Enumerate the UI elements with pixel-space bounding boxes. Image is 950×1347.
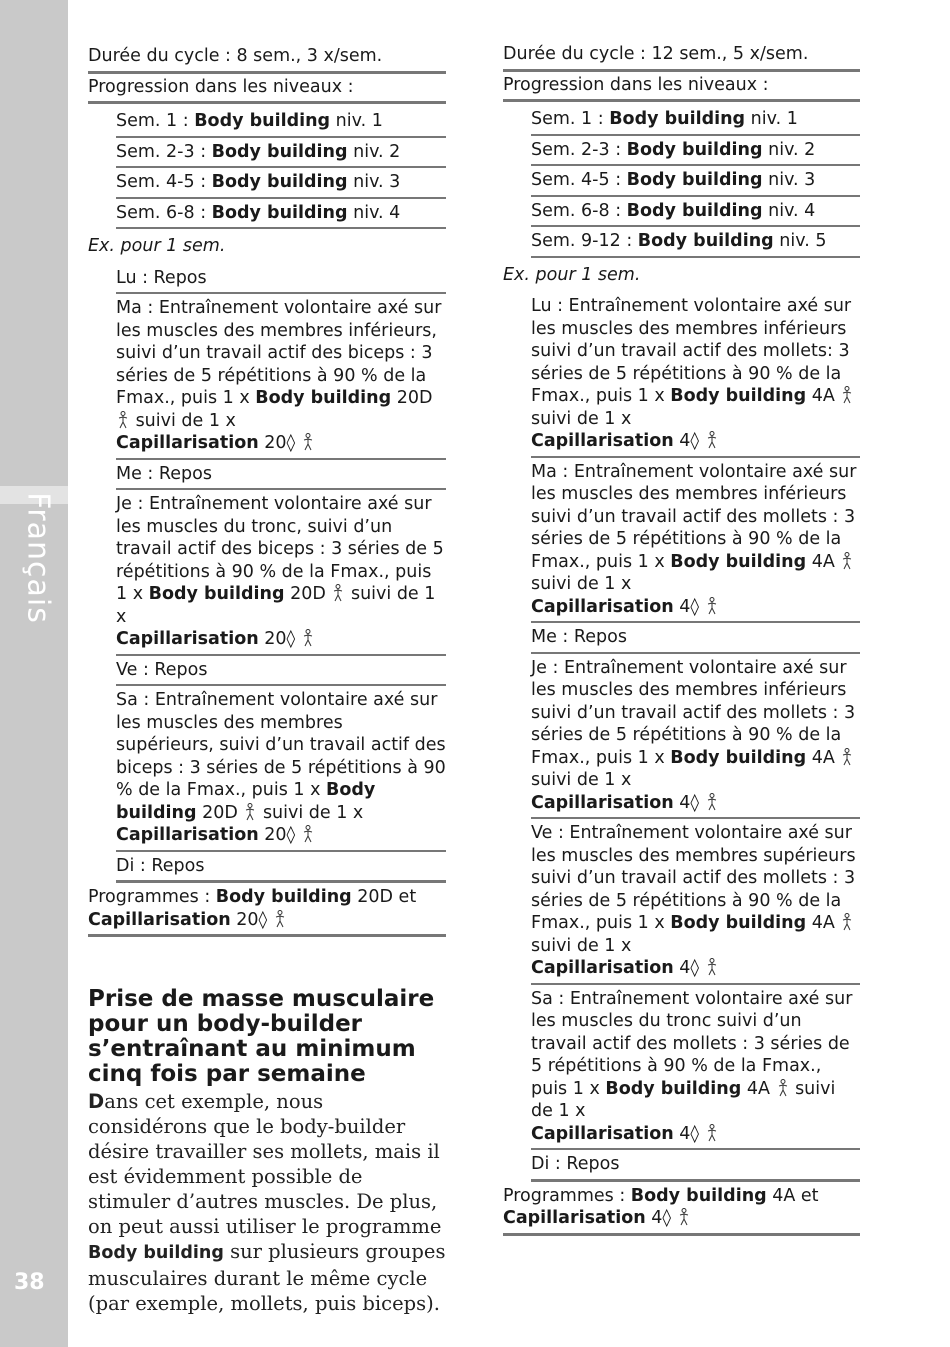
body-figure-icon [273,910,287,928]
body-figure-icon [705,1124,719,1142]
level-progression: Progression dans les niveaux : [503,72,860,103]
body-figure-icon [705,431,719,449]
week-example: Ex. pour 1 sem. [88,236,226,256]
left-column [88,42,446,1316]
body-figure-icon [331,584,345,602]
day-thursday: Je : Entraînement volontaire axé sur les muscles des membres inférieurs suivi d’un travail actif des mollets : 3 séries de 5 répétitions à 90 % de la Fmax., puis 1 x Body building 4A suivi de 1 x Capillarisation 4◊ [531,654,860,820]
level-row: Sem. 6-8 : Body building niv. 4 [531,197,860,228]
programmes: Programmes : Body building 4A et Capillarisation 4◊ [503,1182,860,1236]
body-figure-icon [677,1208,691,1226]
day-wednesday: Me : Repos [531,623,860,654]
sidebar [0,0,68,1347]
day-friday: Ve : Repos [116,656,446,687]
day-tuesday: Ma : Entraînement volontaire axé sur les muscles des membres inférieurs suivi d’un travail actif des mollets : 3 séries de 5 répétitions à 90 % de la Fmax., puis 1 x Body building 4A suivi de 1 x Capillarisation 4◊ [531,458,860,624]
drop-cap: D [88,1090,105,1113]
day-saturday: Sa : Entraînement volontaire axé sur les muscles du tronc suivi d’un travail actif des mollets : 3 séries de 5 répétitions à 90 % de la Fmax., puis 1 x Body building 4A suivi de 1 x Capillarisation 4◊ [531,985,860,1151]
level-row: Sem. 2-3 : Body building niv. 2 [116,138,446,169]
body-figure-icon [116,411,130,429]
level-row: Sem. 4-5 : Body building niv. 3 [531,166,860,197]
level-row: Sem. 4-5 : Body building niv. 3 [116,168,446,199]
body-figure-icon [301,629,315,647]
body-figure-icon [301,433,315,451]
cycle-duration: Durée du cycle : 8 sem., 3 x/sem. [88,42,446,74]
body-figure-icon [776,1079,790,1097]
level-row: Sem. 6-8 : Body building niv. 4 [116,199,446,230]
body-figure-icon [840,386,854,404]
level-row: Sem. 1 : Body building niv. 1 [531,102,860,136]
body-figure-icon [705,793,719,811]
body-figure-icon [301,825,315,843]
day-sunday: Di : Repos [531,1150,860,1182]
article-heading: Prise de masse musculaire pour un body-builder s’entraînant au minimum cinq fois par semaine [88,986,435,1087]
page-number: 38 [14,1270,45,1295]
body-figure-icon [840,552,854,570]
cycle-duration: Durée du cycle : 12 sem., 5 x/sem. [503,40,860,72]
body-figure-icon [840,913,854,931]
level-row: Sem. 2-3 : Body building niv. 2 [531,136,860,167]
programmes: Programmes : Body building 20D et Capillarisation 20◊ [88,883,446,937]
day-monday: Lu : Repos [116,261,446,295]
day-monday: Lu : Entraînement volontaire axé sur les muscles des membres inférieurs suivi d’un travail actif des mollets: 3 séries de 5 répétitions à 90 % de la Fmax., puis 1 x Body building 4A suivi de 1 x Capillarisation 4◊ [531,289,860,458]
day-sunday: Di : Repos [116,852,446,884]
body-figure-icon [705,958,719,976]
body-figure-icon [705,597,719,615]
article-body: Dans cet exemple, nous considérons que le body-builder désire travailler ses mollets, mais il est évidemment possible de stimuler d’autres muscles. De plus, on peut aussi utiliser le programme Body building sur plusieurs groupes musculaires durant le même cycle (par exemple, mollets, puis biceps). [88,1090,446,1315]
language-label: Français [20,492,56,624]
day-saturday: Sa : Entraînement volontaire axé sur les muscles des membres supérieurs, suivi d’un travail actif des biceps : 3 séries de 5 répétitions à 90 % de la Fmax., puis 1 x Body building 20D suivi de 1 x Capillarisation 20◊ [116,686,446,852]
body-figure-icon [840,748,854,766]
week-example: Ex. pour 1 sem. [503,264,641,285]
day-tuesday: Ma : Entraînement volontaire axé sur les muscles des membres inférieurs, suivi d’un travail actif des biceps : 3 séries de 5 répétitions à 90 % de la Fmax., puis 1 x Body building 20D suivi de 1 x Capillarisation 20◊ [116,294,446,460]
day-wednesday: Me : Repos [116,460,446,491]
day-thursday: Je : Entraînement volontaire axé sur les muscles du tronc, suivi d’un travail actif des biceps : 3 séries de 5 répétitions à 90 % de la Fmax., puis 1 x Body building 20D suivi de 1 x Capillarisation 20◊ [116,490,446,656]
body-figure-icon [243,803,257,821]
day-friday: Ve : Entraînement volontaire axé sur les muscles des membres supérieurs suivi d’un travail actif des mollets : 3 séries de 5 répétitions à 90 % de la Fmax., puis 1 x Body building 4A suivi de 1 x Capillarisation 4◊ [531,819,860,985]
level-row: Sem. 9-12 : Body building niv. 5 [531,227,860,258]
level-row: Sem. 1 : Body building niv. 1 [116,104,446,138]
level-progression: Progression dans les niveaux : [88,74,446,105]
right-column [503,40,860,1236]
